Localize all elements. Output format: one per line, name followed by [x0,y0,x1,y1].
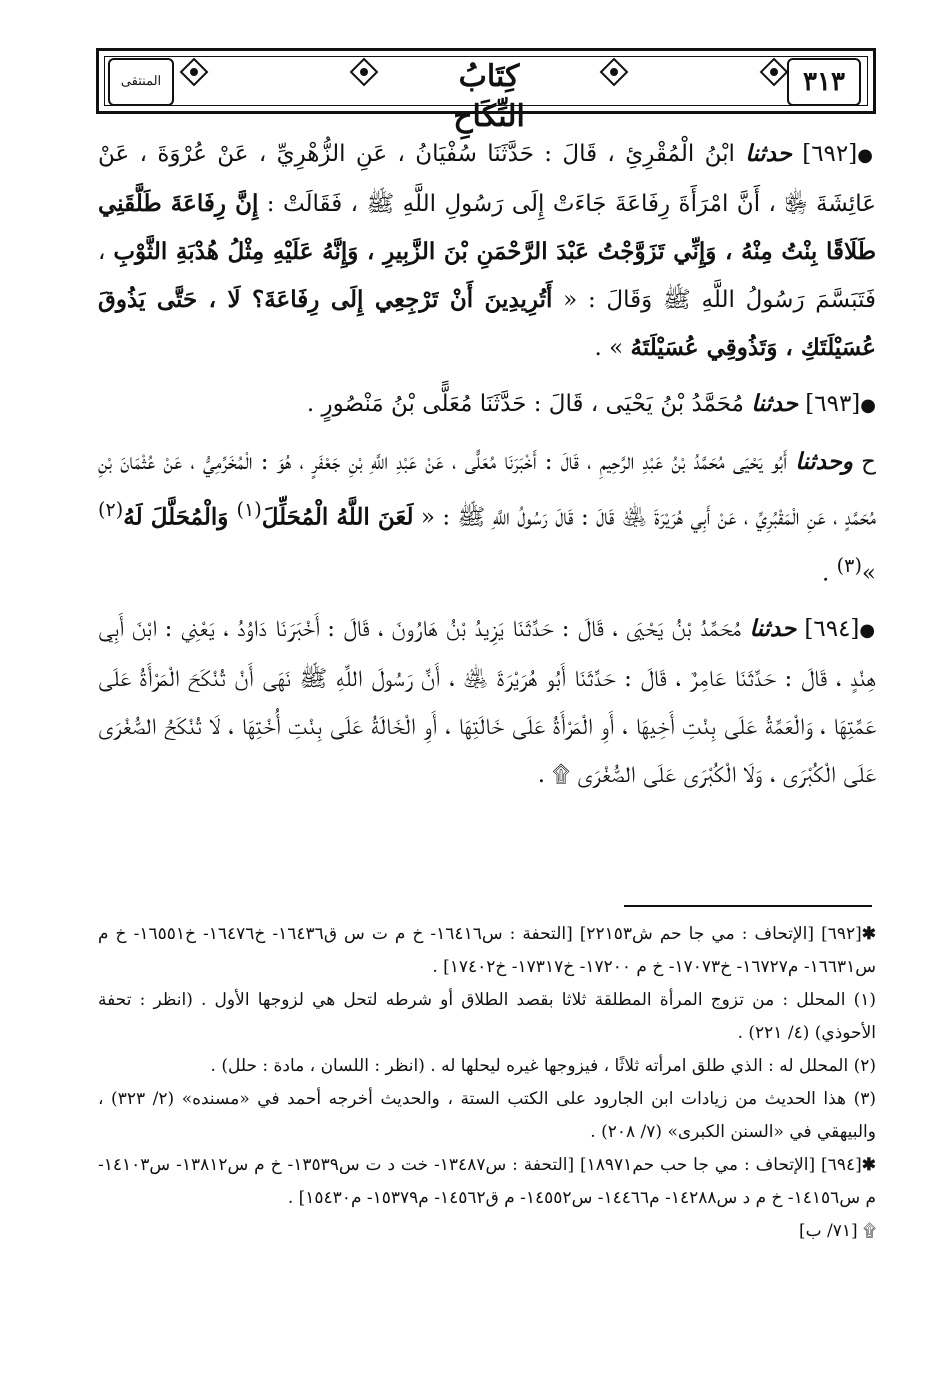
footnote-2: (٢) المحلل له : الذي طلق امرأته ثلاثًا ، فيزوجها غيره ليحلها له . (انظر : اللسان ، مادة : حلل) . [210,1056,876,1076]
bullet-icon: ● [857,145,876,166]
chapter-title: كِتَابُ النِّكَاحِ [453,59,525,134]
hadith-693: ●[٦٩٣] حدثنا مُحَمَّدُ بْنُ يَحْيَى ، قَالَ : حَدَّثَنَا مُعَلًّى بْنُ مَنْصُورٍ . [306,390,876,417]
hadith-692: ●[٦٩٢] حدثنا ابْنُ الْمُقْرِئِ ، قَالَ : حَدَّثَنَا سُفْيَانُ ، عَنِ الزُّهْرِيِّ ، عَنْ عُرْوَةَ ، عَنْ عَائِشَةَ ﵂ ، أَنَّ امْرَأَةَ رِفَاعَةَ جَاءَتْ إِلَى رَسُولِ اللَّهِ ﷺ ، فَقَالَتْ : إِنَّ رِفَاعَةَ طَلَّقَنِي طَلَاقًا بِنْتُ مِنْهُ ، وَإِنِّي تَزَوَّجْتُ عَبْدَ الرَّحْمَنِ بْنَ الزَّبِيرِ ، وَإِنَّهُ عَلَيْهِ مِثْلُ هُدْبَةِ الثَّوْبِ ، فَتَبَسَّمَ رَسُولُ اللَّهِ ﷺ وَقَالَ : « أَتُرِيدِينَ أَنْ تَرْجِعِي إِلَى رِفَاعَةَ؟ لَا ، حَتَّى يَذُوقَ عُسَيْلَتَكِ ، وَتَذُوقِي عُسَيْلَتَهُ » . [98,140,877,361]
page-number: ٣١٣ [787,58,861,106]
footnote-1: (١) المحلل : من تزوج المرأة المطلقة ثلاثا بقصد الطلاق أو شرطه لتحل هي لزوجها الأول . (انظر : تحفة الأحوذي) (٤/ ٢٢١) . [98,990,876,1043]
footnote-3: (٣) هذا الحديث من زيادات ابن الجارود على الكتب الستة ، والحديث أخرجه أحمد في «مسنده» (٢/ ٣٢٣) ، والبيهقي في «السنن الكبرى» (٧/ ٢٠٨) . [98,1089,876,1142]
footnote-694: ✱[٦٩٤] [الإتحاف : مي جا حب حم١٨٩٧١] [التحفة : س١٣٤٨٧- خت د ت س١٣٥٣٩- خ م س١٣٨١٢- س١٤١٠٣- م س١٤١٥٦- خ م د س١٤٢٨٨- م١٤٤٦٦- س١٤٥٥٢- م ق١٤٥٦٢- م١٥٣٧٩- م١٥٤٣٠] . [98,1155,876,1208]
footnote-692: ✱[٦٩٢] [الإتحاف : مي جا حم ش٢٢١٥٣] [التحفة : س١٦٤١٦- خ م ت س ق١٦٤٣٦- خ١٦٤٧٦- خ١٦٥٥١- خ م س١٦٦٣١- م١٦٧٢٧- خ١٧٠٧٣- خ م ١٧٢٠٠- خ١٧٣١٧- خ١٧٤٠٢] . [98,924,876,977]
hadith-694: ●[٦٩٤] حدثنا مُحَمَّدُ بْنُ يَحْيَى ، قَالَ : حَدَّثَنَا يَزِيدُ بْنُ هَارُونَ ، قَالَ : أَخْبَرَنَا دَاوُدُ ، يَعْنِي : ابْنَ أَبِي هِنْدٍ ، قَالَ : حَدَّثَنَا عَامِرٌ ، قَالَ : حَدَّثَنَا أَبُو هُرَيْرَةَ ﵁ ، أَنَّ رَسُولَ اللَّهِ ﷺ نَهَى أَنْ تُنْكَحَ الْمَرْأَةُ عَلَى عَمَّتِهَا ، وَالْعَمَّةُ عَلَى بِنْتِ أَخِيهَا ، أَوِ الْمَرْأَةُ عَلَى خَالَتِهَا ، أَوِ الْخَالَةُ عَلَى بِنْتِ أُخْتِهَا ، لَا تُنْكَحُ الصُّغْرَى عَلَى الْكُبْرَى ، وَلَا الْكُبْرَى عَلَى الصُّغْرَى ۩ . [98,615,877,789]
ornament-icon [759,57,789,87]
manuscript-mark-icon: ۩ [552,762,570,789]
main-text [98,130,876,807]
ornament-icon [599,57,629,87]
footnotes [98,918,876,1248]
bullet-icon: ● [860,395,876,416]
folio-reference: ۩ [٧١/ ب] [798,1221,876,1241]
ornament-icon [179,57,209,87]
book-emblem: المنتقى [108,58,174,106]
asterisk-icon: ✱ [861,1155,876,1175]
hadith-693-chain: ح وحدثنا أَبُو يَحْيَى مُحَمَّدُ بْنُ عَبْدِ الرَّحِيمِ ، قَالَ : أَخْبَرَنَا مُعَلًّى ، عَنْ عَبْدِ اللَّهِ بْنِ جَعْفَرٍ ، هُوَ : الْمُخَرِّمِيُّ ، عَنْ عُثْمَانَ بْنِ مُحَمَّدٍ ، عَنِ الْمَقْبُرِيِّ ، عَنْ أَبِي هُرَيْرَةَ ﵁ قَالَ : قَالَ رَسُولُ اللَّهِ ﷺ : « لَعَنَ اللَّهُ الْمُحَلِّلَ$^{(١)}$ وَالْمُحَلَّلَ لَهُ$^{(٢)}$ »$^{(٣)}$ . [98,448,876,587]
footnote-divider [624,905,872,907]
bullet-icon: ● [859,620,877,642]
asterisk-icon: ✱ [861,924,876,944]
ornament-icon [349,57,379,87]
page-header [96,48,876,134]
